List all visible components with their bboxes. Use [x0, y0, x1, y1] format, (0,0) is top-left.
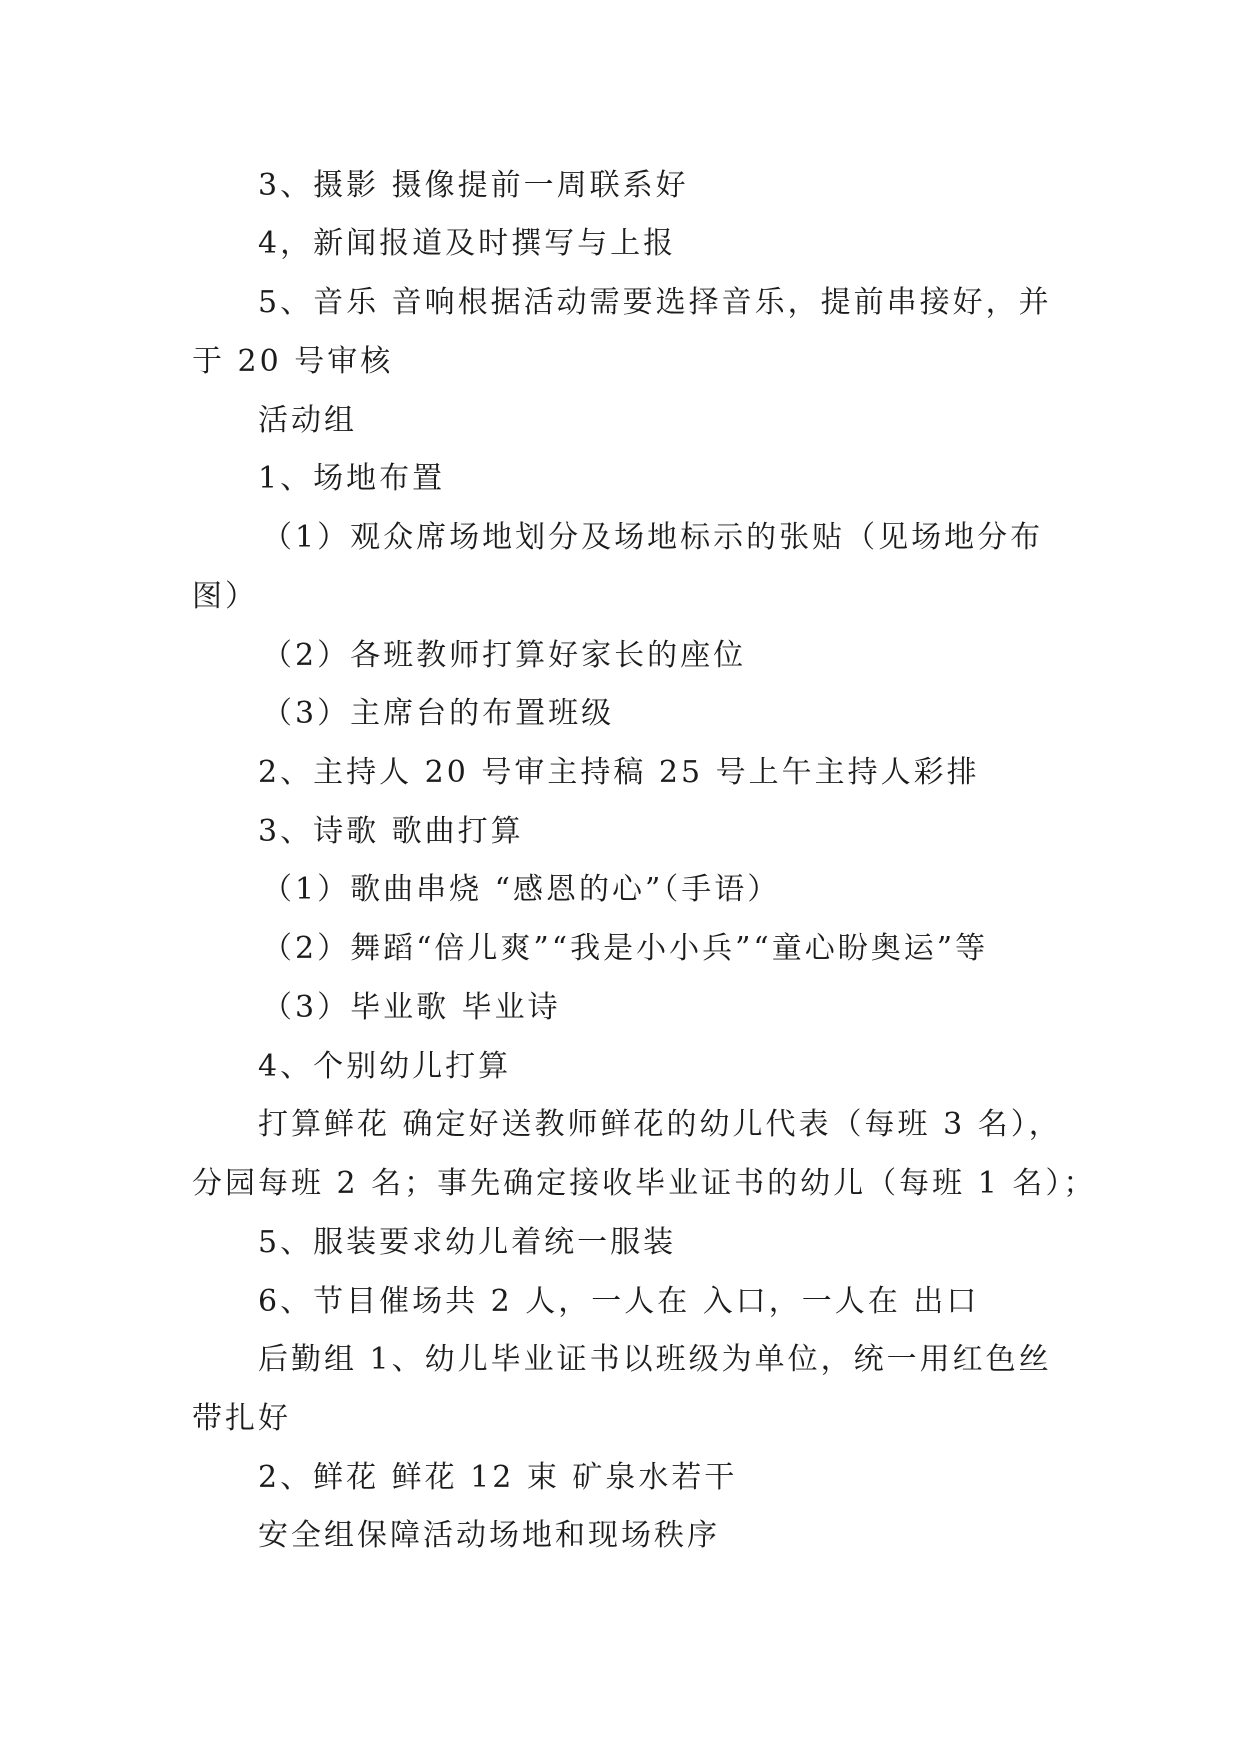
text-line: 带扎好	[192, 1401, 291, 1436]
text-line: 5、服装要求幼儿着统一服装	[258, 1225, 677, 1260]
text-line: （3）毕业歌 毕业诗	[262, 990, 561, 1025]
text-line: 于 20 号审核	[192, 344, 394, 379]
text-line: 3、摄影 摄像提前一周联系好	[258, 168, 689, 203]
section-heading: 活动组	[258, 403, 357, 438]
text-line: 4，新闻报道及时撰写与上报	[258, 226, 677, 261]
text-line: 6、节目催场共 2 人，一人在 入口，一人在 出口	[258, 1284, 980, 1319]
text-line: 5、音乐 音响根据活动需要选择音乐，提前串接好，并	[258, 285, 1052, 320]
text-line: 图）	[192, 579, 258, 614]
text-line: 2、主持人 20 号审主持稿 25 号上午主持人彩排	[258, 755, 980, 790]
text-line: 打算鲜花 确定好送教师鲜花的幼儿代表（每班 3 名），	[258, 1107, 1062, 1142]
text-line: 后勤组 1、幼儿毕业证书以班级为单位，统一用红色丝	[258, 1342, 1052, 1377]
text-line: 4、个别幼儿打算	[258, 1049, 512, 1084]
text-line: （3）主席台的布置班级	[262, 696, 615, 731]
text-line: 3、诗歌 歌曲打算	[258, 814, 524, 849]
text-line: 1、场地布置	[258, 461, 446, 496]
text-line: 安全组保障活动场地和现场秩序	[258, 1518, 720, 1553]
text-line: （2）各班教师打算好家长的座位	[262, 638, 747, 673]
text-line: 分园每班 2 名；事先确定接收毕业证书的幼儿（每班 1 名）；	[192, 1166, 1097, 1201]
text-line: （1）观众席场地划分及场地标示的张贴（见场地分布	[262, 520, 1044, 555]
text-line: （2）舞蹈“倍儿爽”“我是小小兵”“童心盼奥运”等	[262, 931, 989, 966]
text-line: 2、鲜花 鲜花 12 束 矿泉水若干	[258, 1460, 738, 1495]
text-line: （1）歌曲串烧 “感恩的心”（手语）	[262, 872, 781, 907]
